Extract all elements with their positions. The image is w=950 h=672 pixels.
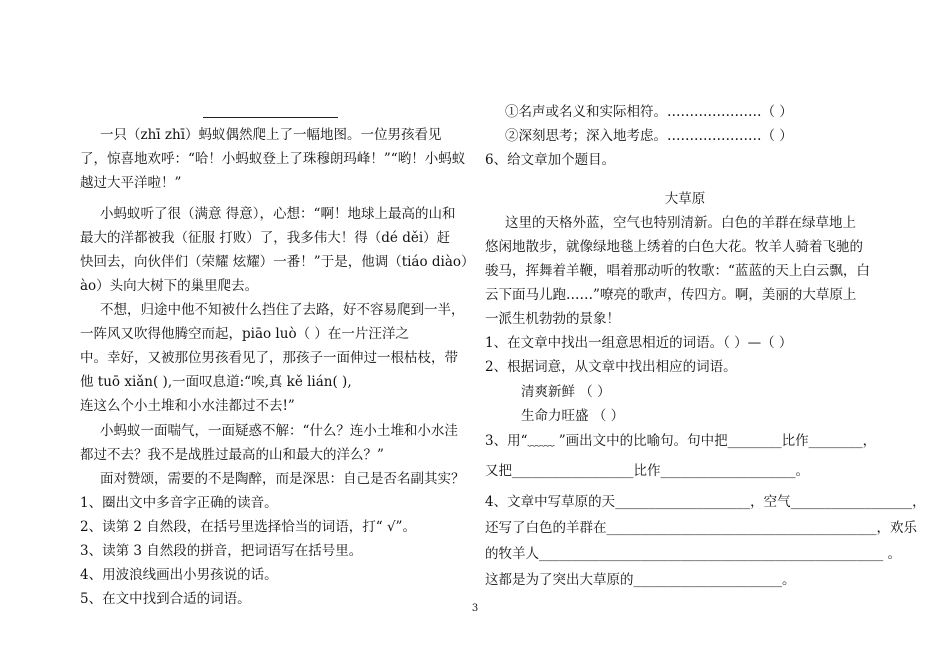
question-line: 2、根据词意，从文章中找出相应的词语。 [485,359,737,375]
story-line: 面对赞颂，需要的不是陶醉，而是深思：自己是否名副其实？ [100,471,465,487]
story-line: 中。幸好，又被那位男孩看见了，那孩子一面伸过一根枯枝，带 [80,350,458,366]
story-line: 越过大平洋啦！” [80,175,182,191]
story-line: 一阵风又吹得他腾空而起，piāo luò（ ）在一片汪洋之 [80,326,409,342]
question-line: 又把__________________比作____________________。 [485,463,809,479]
question-line: ②深刻思考；深入地考虑。…………………（ ） [505,128,793,144]
question-line: 4、用波浪线画出小男孩说的话。 [80,567,278,583]
question-line: ①名声或名义和实际相符。…………………（ ） [505,104,793,120]
question-line: 2、读第 2 自然段，在括号里选择恰当的词语，打“ √”。 [80,519,416,535]
question-line: 1、圈出文中多音字正确的读音。 [80,495,278,511]
story-line: 快回去，向伙伴们（荣耀 炫耀）一番！”于是，他调（tiáo diào） [80,254,475,270]
title-blank-line [203,117,338,118]
story-line: 骏马，挥舞着羊鞭，唱着那动听的牧歌：“蓝蓝的天上白云飘，白 [485,263,870,279]
story-line: 一只（zhī zhī）蚂蚁偶然爬上了一幅地图。一位男孩看见 [100,127,442,143]
story-line: 云下面马儿跑……”嘹亮的歌声，传四方。啊，美丽的大草原上 [485,287,857,303]
story-line: 一派生机勃勃的景象！ [485,311,620,327]
story-line: 了，惊喜地欢呼：“哈！小蚂蚁登上了珠穆朗玛峰！”“哟！小蚂蚁 [80,151,466,167]
question-line: 1、在文章中找出一组意思相近的词语。（ ）—（ ） [485,335,793,351]
story-line: 小蚂蚁一面喘气，一面疑惑不解：“什么？连小土堆和小水洼 [100,423,458,439]
question-line: 6、给文章加个题目。 [485,152,616,168]
question-line: 生命力旺盛 （ ） [521,408,625,424]
question-line: 还写了白色的羊群在________________________________________，欢乐 [485,520,917,536]
question-line: 3、读第 3 自然段的拼音，把词语写在括号里。 [80,543,363,559]
story-line: 悠闲地散步，就像绿地毯上绣着的白色大花。牧羊人骑着飞驰的 [485,239,863,255]
story-line: 他 tuō xiǎn( ),一面叹息道:“唉,真 kě lián( ), [80,374,352,390]
question-line: 这都是为了突出大草原的______________________。 [485,572,796,588]
question-line: 5、在文中找到合适的词语。 [80,591,251,607]
page-number: 3 [471,603,479,614]
story-line: 连这么个小土堆和小水洼都过不去!” [80,398,295,414]
question-line: 清爽新鲜 （ ） [521,384,611,400]
question-line: 的牧羊人___________________________________________________ 。 [485,546,902,562]
story-line: 都过不去？我不是战胜过最高的山和最大的洋么？” [80,447,384,463]
story-title: 大草原 [664,191,706,207]
question-line: 3、用“﹏﹏ ”画出文中的比喻句。句中把________比作________， [485,433,877,449]
story-line: 不想，归途中他不知被什么挡住了去路，好不容易爬到一半， [100,302,465,318]
question-line: 4、文章中写草原的天____________________，空气__________________， [485,494,926,510]
story-line: 最大的洋都被我（征服 打败）了，我多伟大！得（dé děi）赶 [80,230,451,246]
story-line: 这里的天格外蓝，空气也特别清新。白色的羊群在绿草地上 [505,215,856,231]
story-line: ào）头向大树下的巢里爬去。 [80,278,259,294]
story-line: 小蚂蚁听了很（满意 得意），心想：“啊！地球上最高的山和 [100,206,456,222]
